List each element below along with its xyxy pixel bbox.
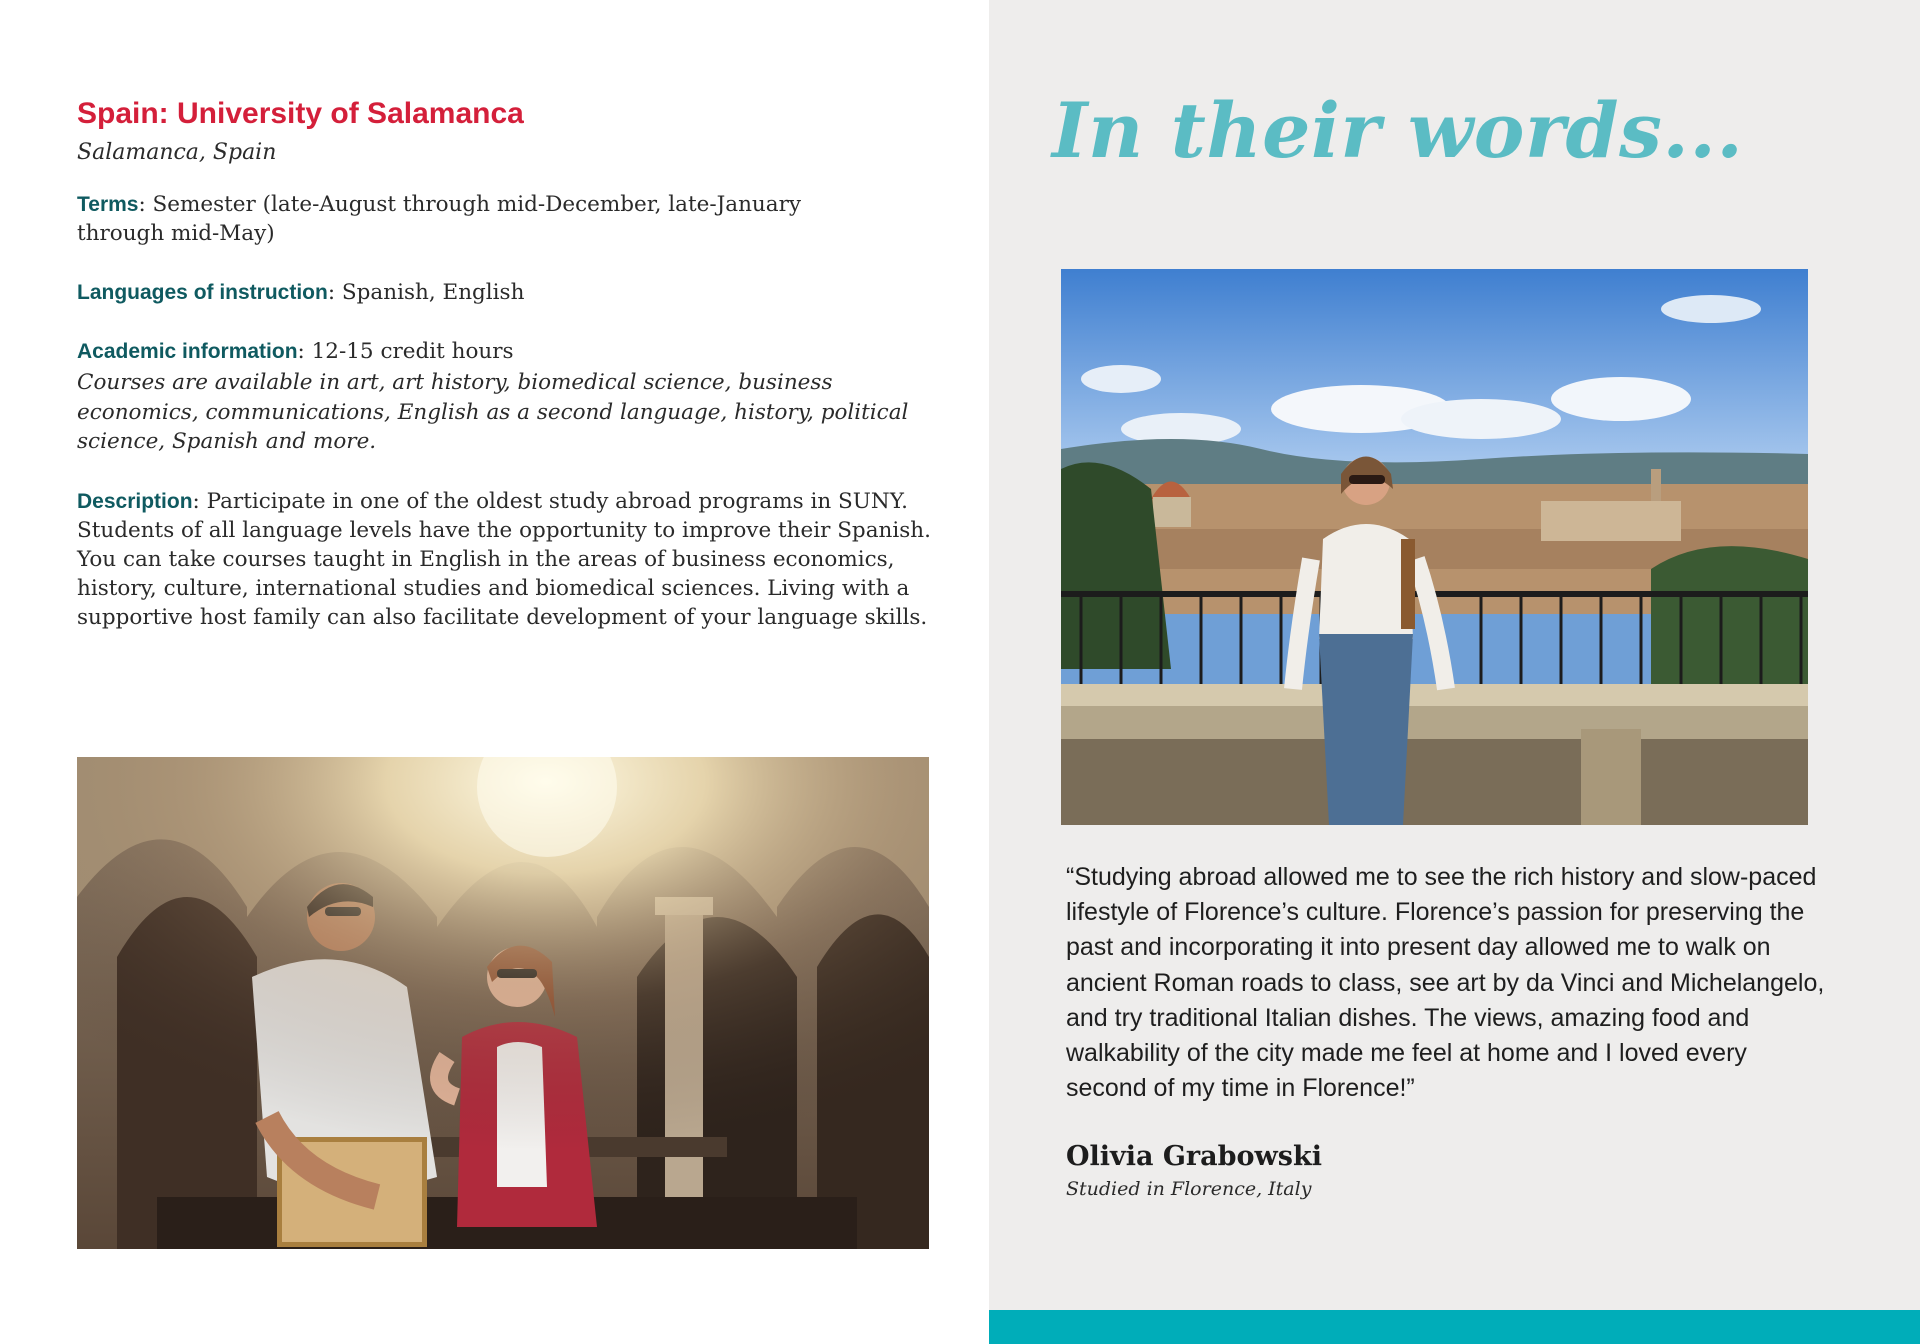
testimonial-quote: “Studying abroad allowed me to see the rich history and slow-paced lifestyle of Florence’s culture. Florence’s passion for preserving the past and incorporating it into present day allowed me to walk on ancient Roman roads to class, see art by da Vinci and Michelangelo, and try traditional Italian dishes. The views, amazing food and walkability of the city made me feel at home and I loved every second of my time in Florence!” (1066, 863, 1825, 1103)
languages-field (77, 278, 937, 307)
footer-accent-band (989, 1310, 1920, 1344)
florence-student-photo (1061, 269, 1808, 825)
description-field (77, 487, 937, 632)
academic-value: : 12-15 credit hours (297, 339, 514, 364)
courses-text: Courses are available in art, art history, biomedical science, business economics, communications, English as a second language, history, political science, Spanish and more. (77, 370, 909, 454)
testimonial-author-detail: Studied in Florence, Italy (1066, 1178, 1312, 1200)
testimonial-heading: In their words... (1052, 86, 1744, 175)
testimonial-author: Olivia Grabowski (1066, 1141, 1322, 1172)
description-value: : Participate in one of the oldest study abroad programs in SUNY. Students of all language levels have the opportunity to improve their Spanish. You can take courses taught in English in the areas of business economics, history, culture, international studies and biomedical sciences. Living with a supportive host family can also facilitate development of your language skills. (77, 488, 931, 630)
terms-value: : Semester (late-August through mid-December, late-January through mid-May) (77, 192, 802, 246)
program-location: Salamanca, Spain (77, 140, 277, 165)
academic-label: Academic information (77, 340, 298, 363)
program-info (77, 96, 937, 632)
languages-label: Languages of instruction (77, 281, 328, 304)
salamanca-students-photo (77, 757, 929, 1249)
terms-label: Terms (77, 193, 139, 216)
languages-value: : Spanish, English (327, 280, 525, 305)
description-label: Description (77, 489, 193, 513)
academic-field (77, 337, 937, 366)
program-title: Spain: University of Salamanca (77, 97, 524, 130)
terms-field (77, 190, 837, 248)
